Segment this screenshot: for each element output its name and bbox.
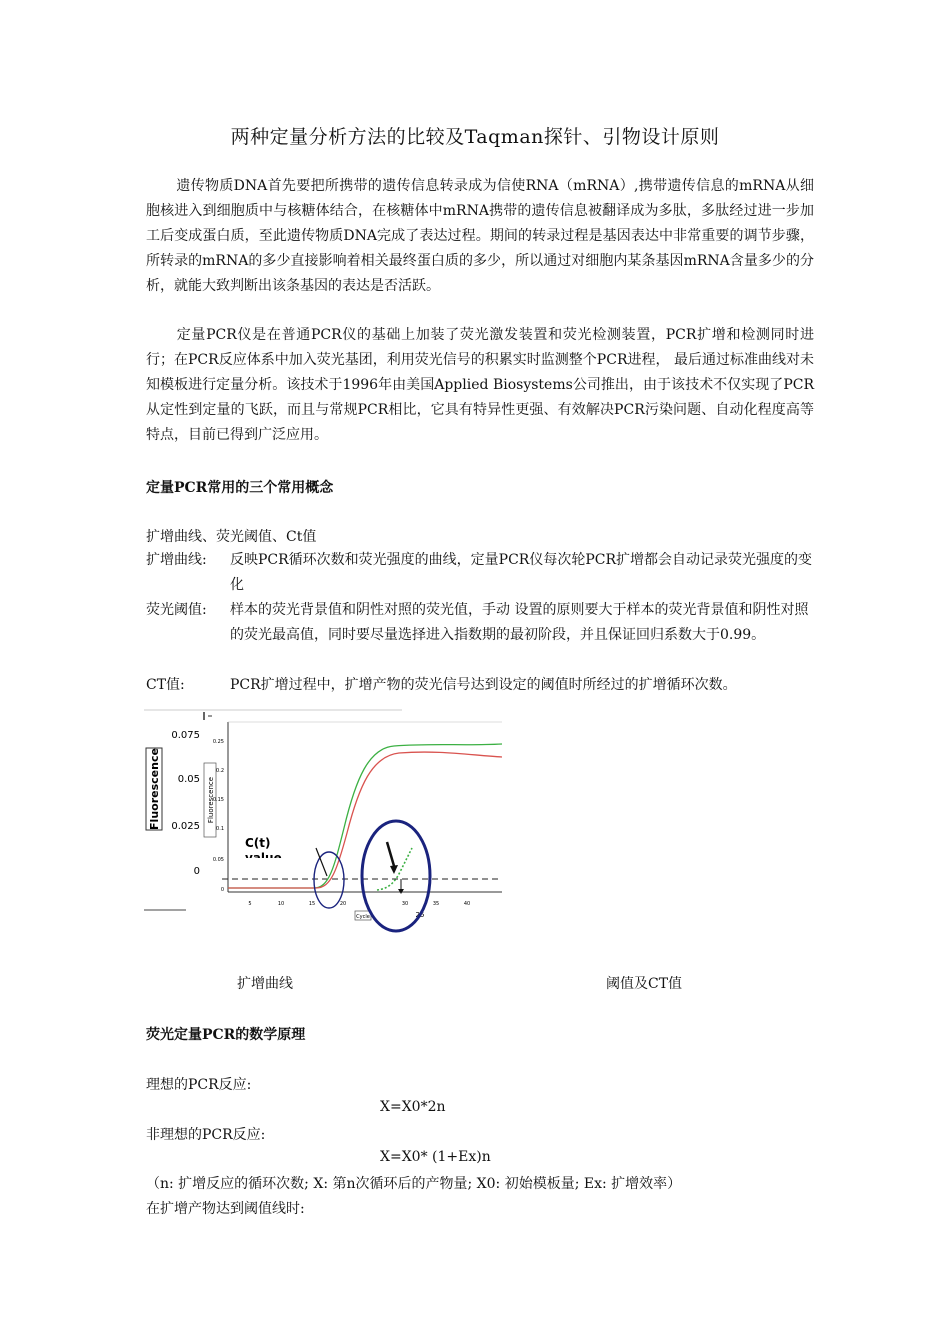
definition-text: PCR扩增过程中，扩增产物的荧光信号达到设定的阈值时所经过的扩增循环次数。 <box>230 677 737 693</box>
inner-xtick: 10 <box>277 901 285 907</box>
definition-text: 反映PCR循环次数和荧光强度的曲线，定量PCR仪每次轮PCR扩增都会自动记录荧光强度的变化 <box>230 552 813 593</box>
inner-ytick: 0.15 <box>212 797 224 803</box>
inner-xtick: 25 <box>415 911 425 919</box>
inner-xtick: 15 <box>308 901 316 907</box>
caption-threshold-ct: 阈值及CT值 <box>606 976 683 992</box>
inner-ytick: 0 <box>220 887 224 893</box>
inner-xtick: 40 <box>463 901 471 907</box>
outer-ytick: 0 <box>193 866 200 877</box>
outer-ytick: 0.075 <box>171 730 200 741</box>
intro-paragraph-1 <box>146 174 814 299</box>
ct-annotation-line1: C(t) <box>245 836 271 850</box>
formula-legend: （n: 扩增反应的循环次数; X: 第n次循环后的产物量; X0: 初始模板量; Ex: 扩增效率） <box>146 1176 682 1192</box>
section-heading-concepts: 定量PCR常用的三个常用概念 <box>146 480 334 496</box>
section-heading-math: 荧光定量PCR的数学原理 <box>146 1027 306 1043</box>
definition-term: CT值: <box>146 677 185 693</box>
inner-ylabel: Fluorescence <box>207 776 215 824</box>
outer-ytick: 0.05 <box>177 774 200 785</box>
ideal-pcr-formula: X=X0*2n <box>380 1099 446 1115</box>
caption-amplification-curve: 扩增曲线 <box>237 976 293 992</box>
ct-pointer-large <box>387 842 394 866</box>
outer-ytick: 0.025 <box>171 821 200 832</box>
intro-paragraph-1-text: 遗传物质DNA首先要把所携带的遗传信息转录成为信使RNA（mRNA）,携带遗传信息的mRNA从细胞核进入到细胞质中与核糖体结合，在核糖体中mRNA携带的遗传信息被翻译成为多肽，多肽经过进一步加工后变成蛋白质，至此遗传物质DNA完成了表达过程。期间的转录过程是基因表达中非常重要的调节步骤，所转录的mRNA的多少直接影响着相关最终蛋白质的多少，所以通过对细胞内某条基因mRNA含量多少的分析，就能大致判断出该条基因的表达是否活跃。 <box>146 178 814 294</box>
inner-xtick: 30 <box>401 901 409 907</box>
page-title: 两种定量分析方法的比较及Taqman探针、引物设计原则 <box>230 126 720 148</box>
ct-pointer-large-head <box>390 865 398 874</box>
outer-ylabel: Fluorescence <box>148 748 161 830</box>
intro-paragraph-2 <box>146 323 814 448</box>
threshold-line-sentence: 在扩增产物达到阈值线时: <box>146 1201 305 1217</box>
definition-term: 扩增曲线: <box>146 552 207 568</box>
definition-text: 样本的荧光背景值和阴性对照的荧光值，手动 设置的原则要大于样本的荧光背景值和阴性对照的荧光最高值，同时要尽量选择进入指数期的最初阶段，并且保证回归系数大于0.99。 <box>230 602 809 643</box>
ideal-pcr-label: 理想的PCR反应: <box>146 1077 252 1093</box>
ct-circle-small <box>314 852 347 908</box>
inner-ytick: 0.1 <box>216 826 224 832</box>
annotation-mask <box>240 858 304 870</box>
nonideal-pcr-formula: X=X0* (1+Ex)n <box>380 1149 491 1165</box>
ct-circle-large <box>362 821 430 931</box>
definition-term: 荧光阈值: <box>146 602 207 618</box>
intro-paragraph-2-text: 定量PCR仪是在普通PCR仪的基础上加装了荧光激发装置和荧光检测装置，PCR扩增和检测同时进行；在PCR反应体系中加入荧光基团，利用荧光信号的积累实时监测整个PCR进程， 最后通过标准曲线对未知模板进行定量分析。该技术于1996年由美国Applied Biosystems公司推出，由于该技术不仅实现了PCR从定性到定量的飞跃，而且与常规PCR相比，它具有特异性更强、有效解决PCR污染问题、自动化程度高等特点，目前已得到广泛应用。 <box>146 327 814 443</box>
nonideal-pcr-label: 非理想的PCR反应: <box>146 1127 266 1143</box>
inner-xtick: 5 <box>248 901 252 907</box>
inner-ytick: 0.25 <box>212 739 224 745</box>
inner-xtick: 20 <box>339 901 347 907</box>
inner-ytick: 0.05 <box>212 857 224 863</box>
inner-ytick: 0.2 <box>216 768 224 774</box>
inner-xlabel: Cycle <box>356 914 370 920</box>
amplification-curve-figure <box>144 708 509 933</box>
concept-list-line: 扩增曲线、荧光阈值、Ct值 <box>146 529 317 545</box>
inner-xtick: 35 <box>432 901 440 907</box>
